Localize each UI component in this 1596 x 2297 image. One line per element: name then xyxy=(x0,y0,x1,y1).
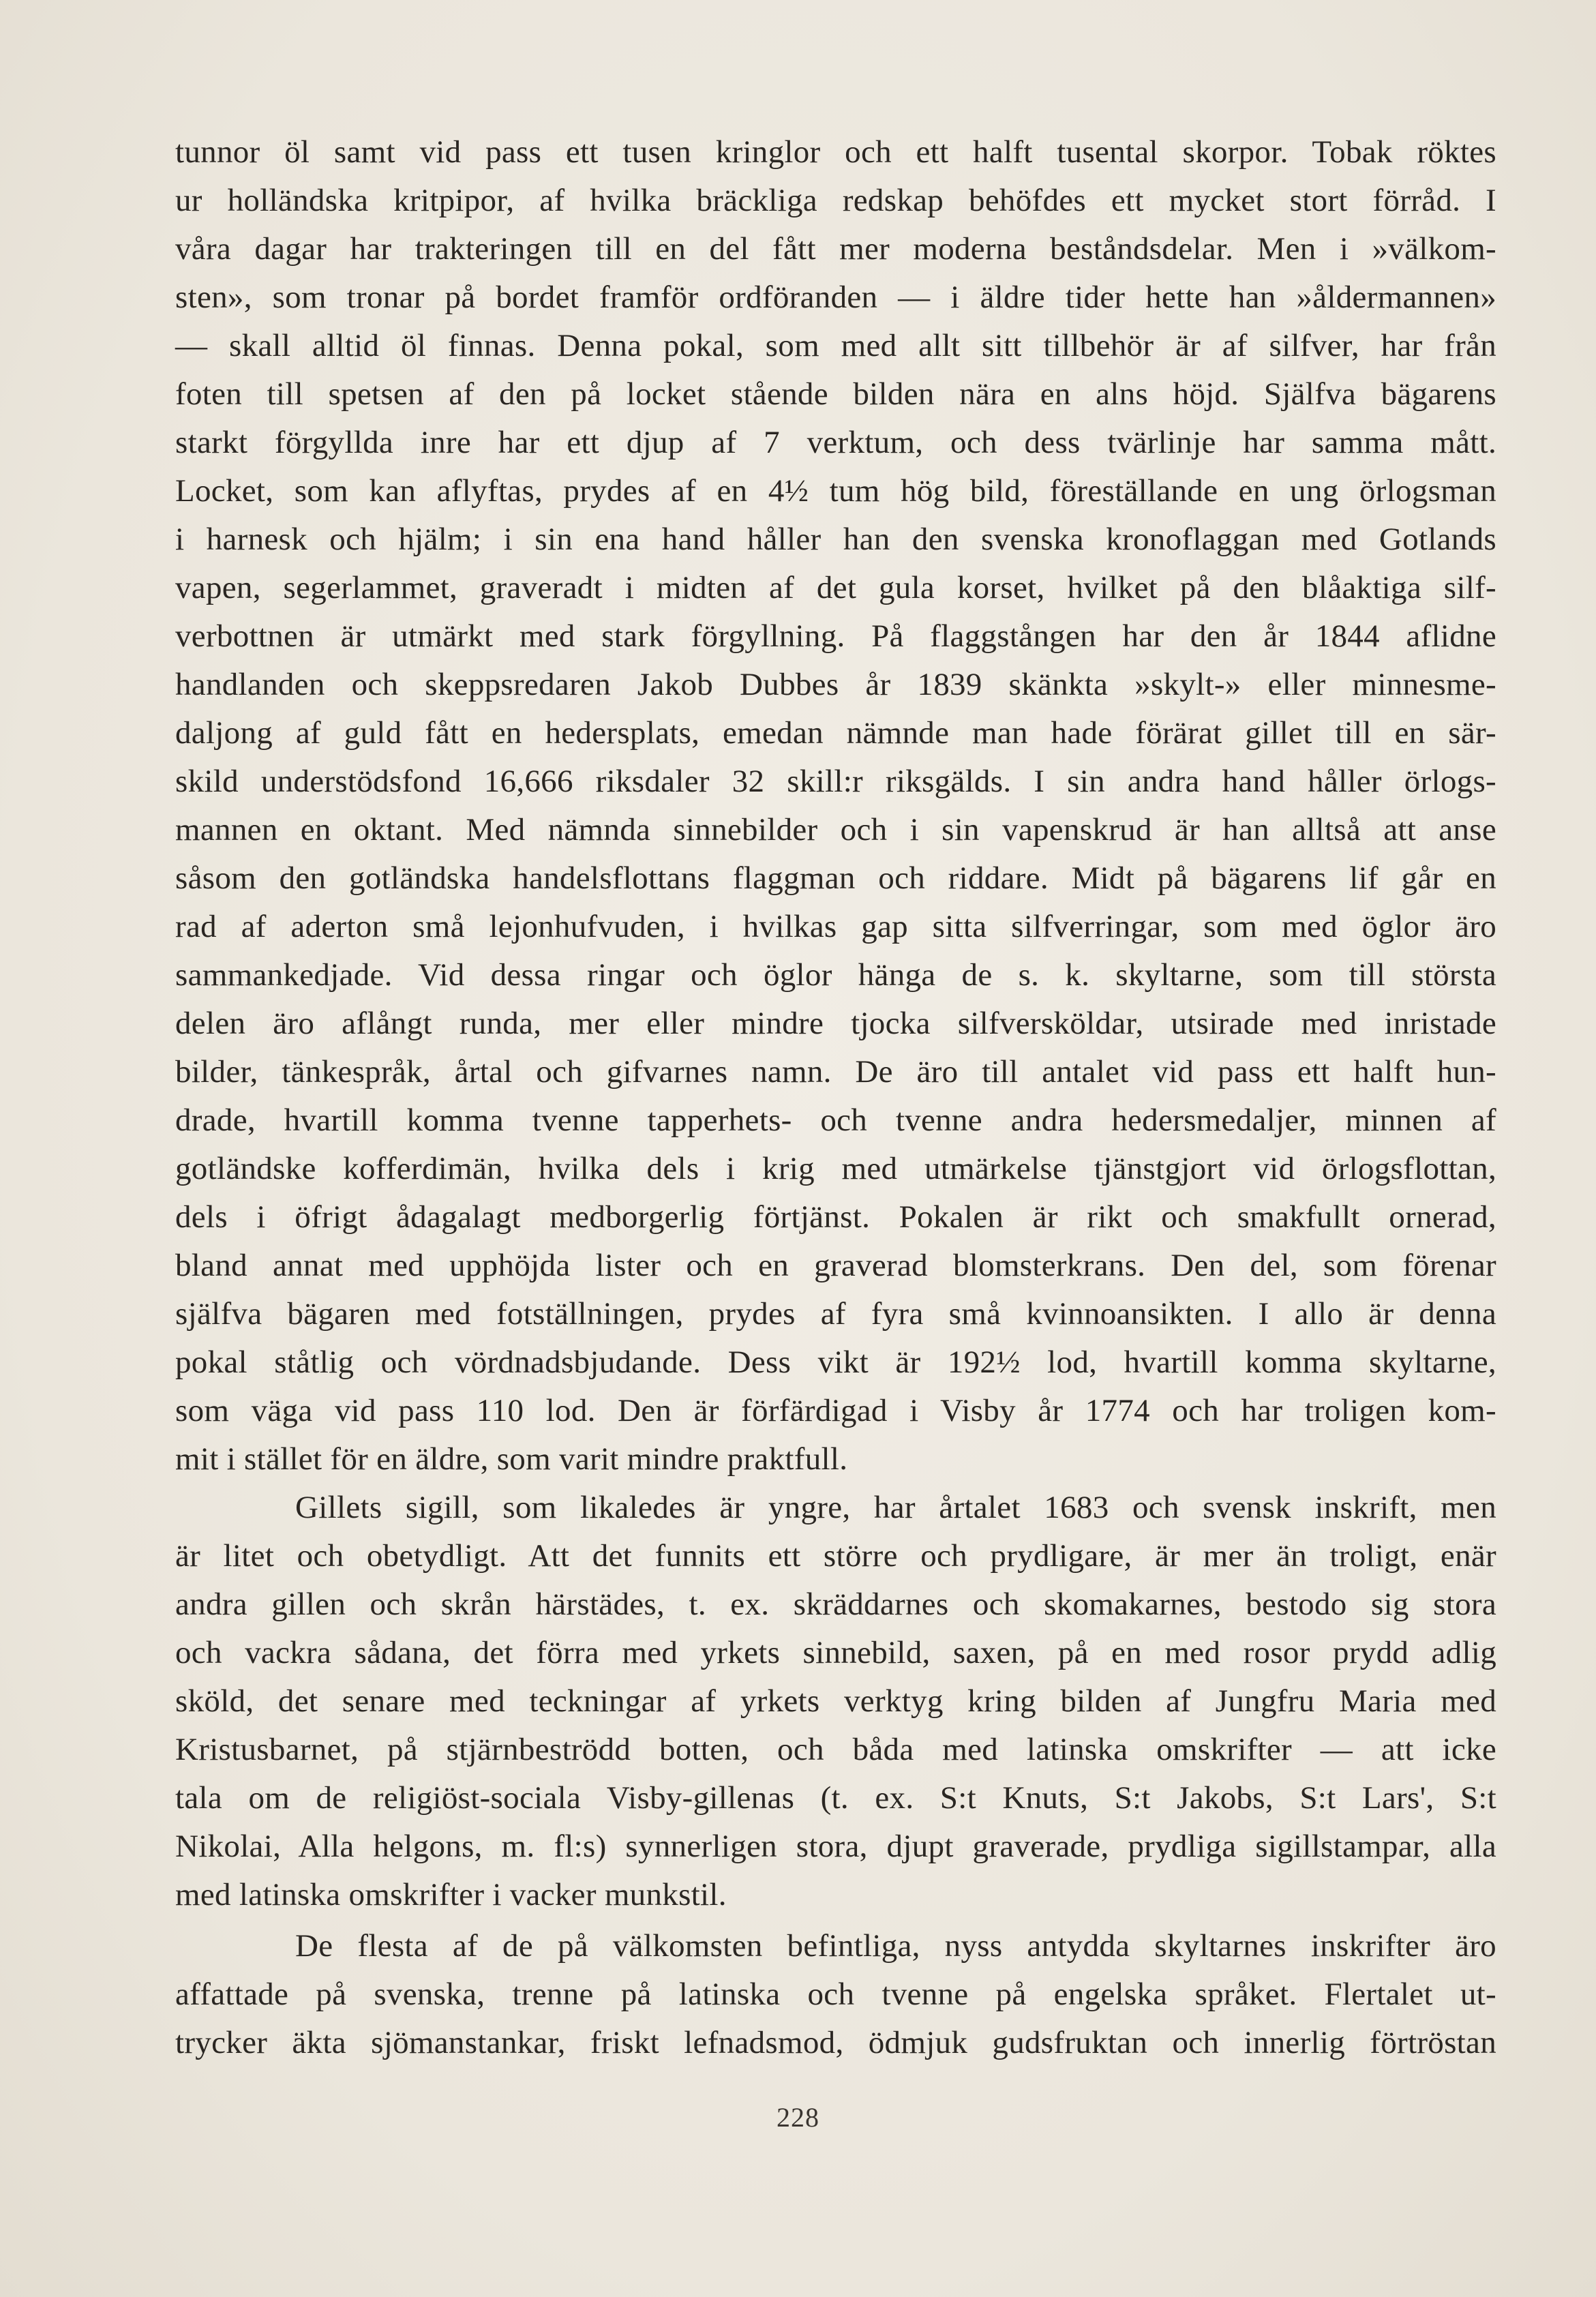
text-line: sköld, det senare med teckningar af yrkets verktyg kring bilden af Jungfru Maria med xyxy=(175,1683,1496,1719)
text-line: delen äro aflångt runda, mer eller mindre tjocka silfversköldar, utsirade med inristade xyxy=(175,1006,1496,1041)
text-line: våra dagar har trakteringen till en del fått mer moderna beståndsdelar. Men i »välkom- xyxy=(175,231,1496,267)
text-line: dels i öfrigt ådagalagt medborgerlig förtjänst. Pokalen är rikt och smakfullt ornerad, xyxy=(175,1199,1496,1235)
text-line: sten», som tronar på bordet framför ordföranden — i äldre tider hette han »åldermannen» xyxy=(175,280,1496,315)
text-line: skild understödsfond 16,666 riksdaler 32 skill:r riksgälds. I sin andra hand håller örlogs- xyxy=(175,764,1496,799)
text-line: och vackra sådana, det förra med yrkets sinnebild, saxen, på en med rosor prydd adlig xyxy=(175,1635,1496,1670)
text-line: är litet och obetydligt. Att det funnits ett större och prydligare, är mer än troligt, enär xyxy=(175,1538,1496,1574)
text-line: vapen, segerlammet, graveradt i midten af det gula korset, hvilket på den blåaktiga silf- xyxy=(175,570,1496,605)
text-line: tunnor öl samt vid pass ett tusen kringlor och ett halft tusental skorpor. Tobak röktes xyxy=(175,134,1496,170)
text-line: foten till spetsen af den på locket stående bilden nära en alns höjd. Själfva bägarens xyxy=(175,376,1496,412)
paragraph xyxy=(175,1922,1496,2067)
paragraph xyxy=(175,128,1496,1484)
body-text xyxy=(175,128,1496,2067)
text-line: i harnesk och hjälm; i sin ena hand håller han den svenska kronoflaggan med Gotlands xyxy=(175,522,1496,557)
text-line: Kristusbarnet, på stjärnbeströdd botten, och båda med latinska omskrifter — att icke xyxy=(175,1732,1496,1767)
text-line: verbottnen är utmärkt med stark förgyllning. På flaggstången har den år 1844 aflidne xyxy=(175,618,1496,654)
text-line: Locket, som kan aflyftas, prydes af en 4½ tum hög bild, föreställande en ung örlogsman xyxy=(175,473,1496,509)
text-line: mit i stället för en äldre, som varit mindre praktfull. xyxy=(175,1441,848,1477)
text-line: såsom den gotländska handelsflottans flaggman och riddare. Midt på bägarens lif går en xyxy=(175,860,1496,896)
text-line: daljong af guld fått en hedersplats, emedan nämnde man hade förärat gillet till en sär- xyxy=(175,715,1496,751)
text-line: tala om de religiöst-sociala Visby-gillenas (t. ex. S:t Knuts, S:t Jakobs, S:t Lars', S:t xyxy=(175,1780,1496,1816)
text-line: sammankedjade. Vid dessa ringar och öglor hänga de s. k. skyltarne, som till största xyxy=(175,957,1496,993)
text-line: handlanden och skeppsredaren Jakob Dubbes år 1839 skänkta »skylt-» eller minnesme- xyxy=(175,667,1496,702)
text-line: pokal ståtlig och vördnadsbjudande. Dess vikt är 192½ lod, hvartill komma skyltarne, xyxy=(175,1345,1496,1380)
text-line: Nikolai, Alla helgons, m. fl:s) synnerligen stora, djupt graverade, prydliga sigillstampar, alla xyxy=(175,1829,1496,1864)
text-line: som väga vid pass 110 lod. Den är förfärdigad i Visby år 1774 och har troligen kom- xyxy=(175,1393,1496,1428)
text-line: bland annat med upphöjda lister och en graverad blomsterkrans. Den del, som förenar xyxy=(175,1248,1496,1283)
page-number: 228 xyxy=(777,2102,819,2133)
text-line: starkt förgyllda inre har ett djup af 7 verktum, och dess tvärlinje har samma mått. xyxy=(175,425,1496,460)
text-line: De flesta af de på välkomsten befintliga, nyss antydda skyltarnes inskrifter äro xyxy=(295,1928,1496,1964)
text-line: — skall alltid öl finnas. Denna pokal, som med allt sitt tillbehör är af silfver, har från xyxy=(175,328,1496,363)
text-line: bilder, tänkespråk, årtal och gifvarnes namn. De äro till antalet vid pass ett halft hun- xyxy=(175,1054,1496,1090)
text-line: andra gillen och skrån härstädes, t. ex. skräddarnes och skomakarnes, bestodo sig stora xyxy=(175,1587,1496,1622)
text-line: ur holländska kritpipor, af hvilka bräckliga redskap behöfdes ett mycket stort förråd. I xyxy=(175,183,1496,218)
text-line: själfva bägaren med fotställningen, prydes af fyra små kvinnoansikten. I allo är denna xyxy=(175,1296,1496,1332)
text-line: affattade på svenska, trenne på latinska och tvenne på engelska språket. Flertalet ut- xyxy=(175,1977,1496,2012)
paragraph xyxy=(175,1484,1496,1919)
text-line: rad af aderton små lejonhufvuden, i hvilkas gap sitta silfverringar, som med öglor äro xyxy=(175,909,1496,944)
text-line: med latinska omskrifter i vacker munkstil. xyxy=(175,1877,727,1912)
text-line: mannen en oktant. Med nämnda sinnebilder och i sin vapenskrud är han alltså att anse xyxy=(175,812,1496,847)
text-line: trycker äkta sjömanstankar, friskt lefnadsmod, ödmjuk gudsfruktan och innerlig förtröstan xyxy=(175,2025,1496,2060)
text-line: drade, hvartill komma tvenne tapperhets- och tvenne andra hedersmedaljer, minnen af xyxy=(175,1102,1496,1138)
text-line: gotländske kofferdimän, hvilka dels i krig med utmärkelse tjänstgjort vid örlogsflottan, xyxy=(175,1151,1496,1186)
text-line: Gillets sigill, som likaledes är yngre, har årtalet 1683 och svensk inskrift, men xyxy=(295,1490,1496,1525)
